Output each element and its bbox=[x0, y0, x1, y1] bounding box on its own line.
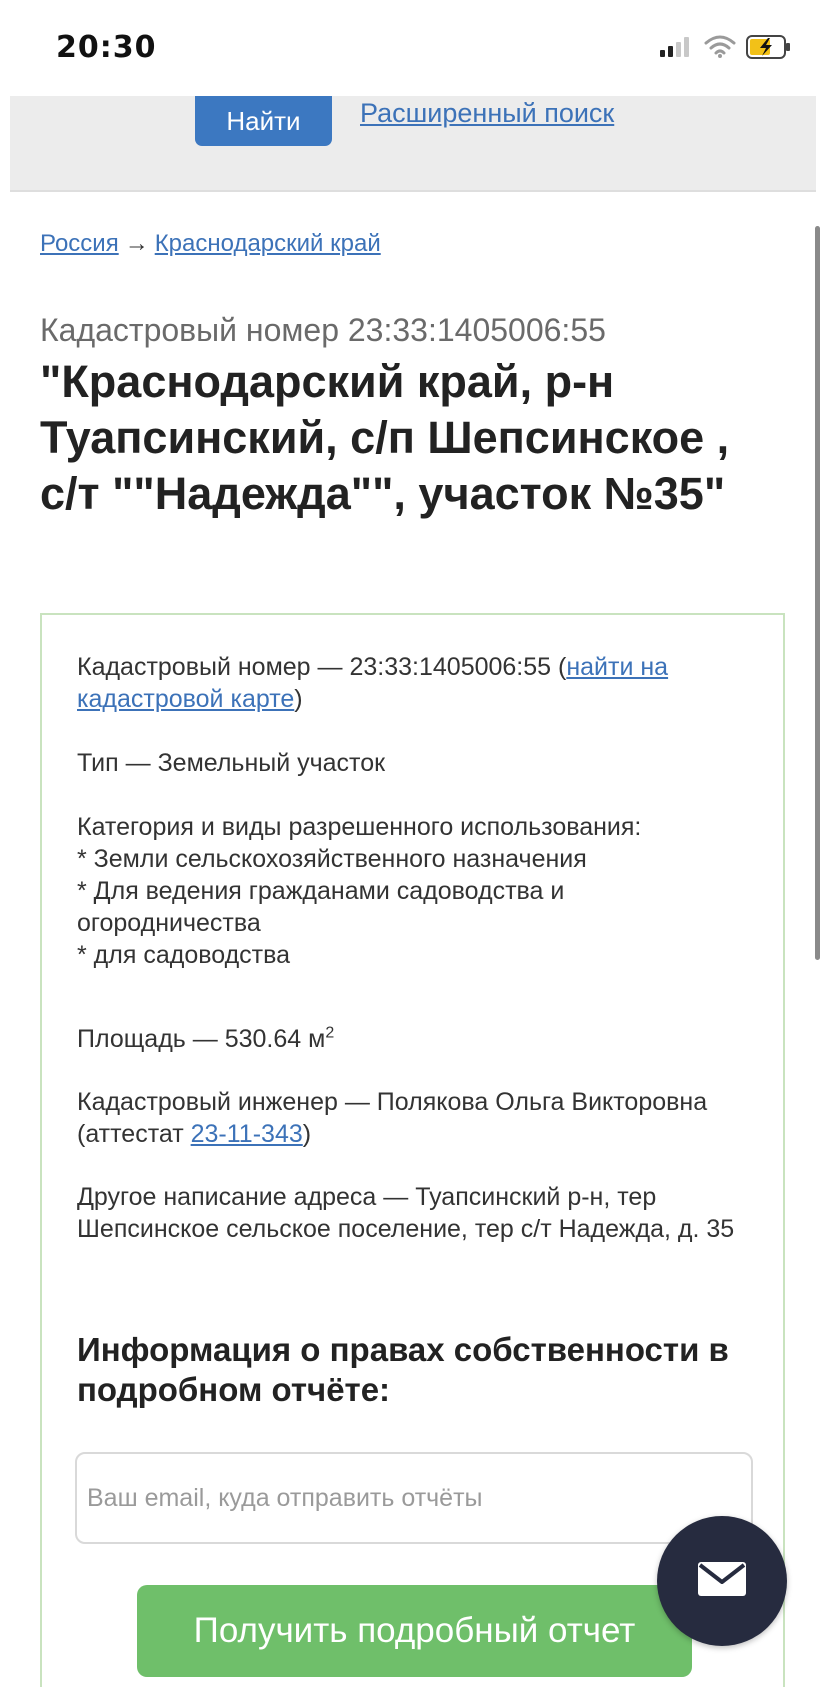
get-report-button[interactable]: Получить подробный отчет bbox=[137, 1585, 692, 1677]
area-line bbox=[77, 1023, 737, 1055]
cadastral-map-link[interactable]: найти на кадастровой карте bbox=[77, 653, 669, 713]
find-button[interactable]: Найти bbox=[195, 96, 332, 146]
category-item: * Земли сельскохозяйственного назначения bbox=[77, 845, 587, 873]
status-icons bbox=[660, 34, 792, 60]
category-block bbox=[77, 811, 737, 971]
status-bar bbox=[0, 0, 828, 96]
signal-icon bbox=[660, 36, 694, 58]
cadastral-number-suffix: ) bbox=[294, 685, 303, 713]
breadcrumb-separator: → bbox=[124, 230, 149, 257]
engineer-text: Кадастровый инженер — Полякова Ольга Викторовна (аттестат bbox=[77, 1088, 708, 1148]
engineer-certificate-link[interactable]: 23-11-343 bbox=[190, 1120, 303, 1148]
status-time: 20:30 bbox=[56, 30, 157, 65]
breadcrumb bbox=[40, 230, 381, 258]
engineer-suffix: ) bbox=[302, 1120, 312, 1148]
alt-address-line: Другое написание адреса — Туапсинский р-н, тер Шепсинское сельское поселение, тер с/т Надежда, д. 35 bbox=[77, 1183, 735, 1243]
advanced-search-link[interactable]: Расширенный поиск bbox=[360, 98, 615, 128]
area-unit-superscript: 2 bbox=[325, 1024, 335, 1042]
breadcrumb-russia[interactable]: Россия bbox=[40, 230, 119, 257]
page-title: "Краснодарский край, р-н Туапсинский, с/п Шепсинское , с/т ""Надежда"", участок №35" bbox=[40, 356, 730, 519]
scrollbar[interactable] bbox=[815, 226, 820, 960]
battery-charging-icon bbox=[746, 34, 792, 60]
category-item: * Для ведения гражданами садоводства и огородничества bbox=[77, 877, 565, 937]
wifi-icon bbox=[704, 35, 736, 59]
mail-button[interactable] bbox=[657, 1516, 787, 1646]
cadastral-number-text: Кадастровый номер — 23:33:1405006:55 ( bbox=[77, 653, 567, 681]
category-label: Категория и виды разрешенного использования: bbox=[77, 813, 642, 841]
area-text: Площадь — 530.64 м bbox=[77, 1025, 326, 1053]
engineer-line bbox=[77, 1086, 737, 1150]
email-input[interactable] bbox=[75, 1452, 753, 1544]
cadastral-number-line bbox=[77, 651, 737, 715]
breadcrumb-krasnodar[interactable]: Краснодарский край bbox=[154, 230, 381, 257]
rights-heading: Информация о правах собственности в подробном отчёте: bbox=[77, 1331, 729, 1408]
category-item: * для садоводства bbox=[77, 941, 291, 969]
cadastral-subtitle: Кадастровый номер 23:33:1405006:55 bbox=[40, 312, 606, 348]
type-line: Тип — Земельный участок bbox=[77, 749, 386, 777]
mail-icon bbox=[696, 1560, 748, 1603]
